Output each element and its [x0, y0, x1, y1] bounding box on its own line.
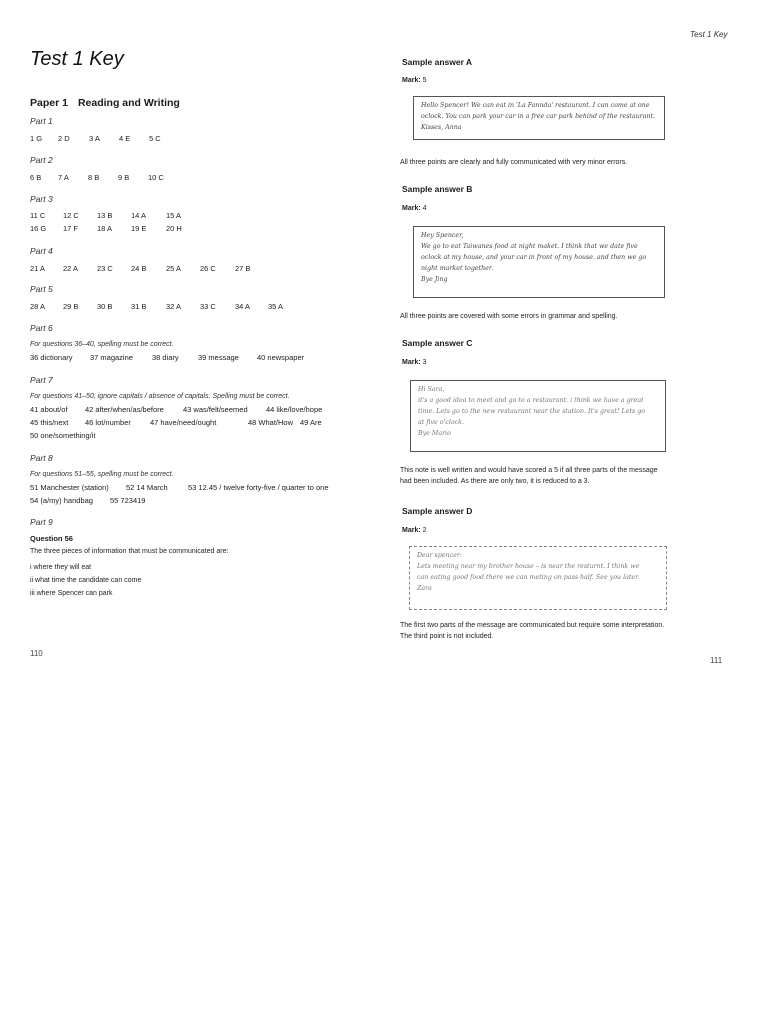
answer-item: 15 A — [166, 211, 182, 220]
answer-item: 9 B — [118, 173, 130, 182]
info-point: ii what time the candidate can come — [30, 577, 142, 584]
mark-label: Mark: — [402, 527, 421, 534]
part-1-label: Part 1 — [30, 116, 53, 126]
answer-item: 5 C — [149, 134, 161, 143]
answer-line: at five o'clock. — [418, 419, 464, 426]
answer-item: 16 G — [30, 224, 47, 233]
answer-item: 38 diary — [152, 353, 179, 362]
sample-comment — [400, 311, 618, 322]
answer-item: 37 magazine — [90, 353, 133, 362]
answer-line: night market together. — [421, 265, 494, 272]
sample-answer-box — [410, 380, 666, 452]
answer-item: 43 was/felt/seemed — [183, 405, 248, 414]
mark-label: Mark: — [402, 205, 421, 212]
mark-value: 5 — [422, 77, 427, 84]
mark — [402, 77, 427, 84]
mark-value: 2 — [422, 527, 427, 534]
answer-line: Hello Spencer! We can eat in 'La Fannda' restaurant. I can come at one — [421, 102, 650, 109]
answer-line: Hey Spencer, — [421, 232, 464, 239]
answer-line: Lets meeting near my brother house – is near the resturnt. I think we — [417, 563, 640, 570]
answer-item: 35 A — [268, 302, 284, 311]
answer-item: 4 E — [119, 134, 131, 143]
answer-item: 18 A — [97, 224, 113, 233]
answer-line: Bye Jing — [421, 276, 448, 283]
comment-line: The third point is not included. — [400, 633, 494, 640]
answer-item: 30 B — [97, 302, 113, 311]
answer-item: 11 C — [30, 211, 46, 220]
answer-item: 24 B — [131, 264, 147, 273]
part-6-label: Part 6 — [30, 323, 53, 333]
answer-item: 36 dictionary — [30, 353, 73, 362]
answer-item: 50 one/something/it — [30, 431, 96, 440]
answer-item: 6 B — [30, 173, 42, 182]
sample-heading: Sample answer A — [402, 57, 473, 67]
mark — [402, 205, 427, 212]
answer-item: 45 this/next — [30, 418, 69, 427]
answer-item: 31 B — [131, 302, 147, 311]
answer-item: 22 A — [63, 264, 79, 273]
answer-item: 20 H — [166, 224, 182, 233]
answer-item: 3 A — [89, 134, 100, 143]
answer-item: 40 newspaper — [257, 353, 305, 362]
answer-item: 29 B — [63, 302, 79, 311]
answer-item: 34 A — [235, 302, 251, 311]
comment-line: This note is well written and would have scored a 5 if all three parts of the message — [400, 467, 658, 474]
answer-item: 2 D — [58, 134, 70, 143]
answer-item: 54 (a/my) handbag — [30, 496, 93, 505]
comment-line: The first two parts of the message are communicated but require some interpretation. — [400, 622, 665, 629]
answer-item: 51 Manchester (station) — [30, 483, 109, 492]
mark-label: Mark: — [402, 359, 421, 366]
answer-item: 41 about/of — [30, 405, 68, 414]
part-6-note: For questions 36–40, spelling must be correct. — [30, 341, 174, 348]
part-3-label: Part 3 — [30, 194, 53, 204]
paper-name: Paper 1 — [30, 97, 68, 109]
answer-item: 27 B — [235, 264, 251, 273]
sample-comment — [400, 157, 627, 168]
answer-line: Dear spencer: — [417, 552, 462, 559]
sample-heading: Sample answer C — [402, 338, 473, 348]
sample-answer-box — [413, 96, 665, 140]
paper-heading — [30, 97, 180, 109]
part-8-label: Part 8 — [30, 453, 53, 463]
answer-item: 17 F — [63, 224, 79, 233]
answer-item: 46 lot/number — [85, 418, 131, 427]
answer-item: 14 A — [131, 211, 147, 220]
part-9-label: Part 9 — [30, 517, 53, 527]
answer-item: 26 C — [200, 264, 216, 273]
answer-item: 39 message — [198, 353, 239, 362]
sample-comment — [400, 620, 664, 642]
info-point: i where they will eat — [30, 564, 92, 571]
answer-item: 52 14 March — [126, 483, 168, 492]
sample-heading: Sample answer B — [402, 184, 473, 194]
answer-line: it's a good idea to meet and go to a restaurant. i think we have a great — [418, 397, 644, 404]
info-point: iii where Spencer can park — [30, 590, 113, 597]
page-number-left: 110 — [30, 649, 43, 658]
answer-line: can eating good food there we can meting on pass half. See you later. — [417, 574, 640, 581]
answer-line: Kisses, Anna — [421, 124, 462, 131]
answer-line: Hi Sara, — [418, 386, 445, 393]
mark — [402, 359, 427, 366]
question-intro: The three pieces of information that must be communicated are: — [30, 548, 229, 555]
comment-line: had been included. As there are only two, it is reduced to a 3. — [400, 478, 590, 485]
answer-item: 33 C — [200, 302, 216, 311]
answer-item: 12 C — [63, 211, 79, 220]
answer-item: 42 after/when/as/before — [85, 405, 164, 414]
answer-line: oclock. You can park your car in a free car park behind of the restaurant. — [421, 113, 656, 120]
part-4-label: Part 4 — [30, 246, 53, 256]
answer-item: 23 C — [97, 264, 113, 273]
answer-item: 7 A — [58, 173, 69, 182]
answer-line: Zara — [417, 585, 432, 592]
answer-item: 47 have/need/ought — [150, 418, 217, 427]
answer-item: 19 E — [131, 224, 147, 233]
paper-subject: Reading and Writing — [77, 97, 180, 109]
running-header: Test 1 Key — [690, 30, 728, 39]
part-5-label: Part 5 — [30, 284, 53, 294]
mark-value: 3 — [422, 359, 427, 366]
answer-item: 48 What/How — [248, 418, 294, 427]
answer-item: 28 A — [30, 302, 46, 311]
sample-heading: Sample answer D — [402, 506, 473, 516]
answer-line: time. Lets go to the new restaurant near the station. It's great! Lets go — [418, 408, 646, 415]
sample-comment — [400, 465, 658, 487]
mark-label: Mark: — [402, 77, 421, 84]
answer-item: 8 B — [88, 173, 100, 182]
part-7-note: For questions 41–50, ignore capitals / absence of capitals. Spelling must be correct. — [30, 393, 290, 400]
sample-answer-box — [409, 546, 667, 610]
comment-line: All three points are covered with some errors in grammar and spelling. — [400, 313, 618, 320]
answer-item: 44 like/love/hope — [266, 405, 323, 414]
answer-line: We go to eat Taiwanes food at night maket. I think that we date five — [421, 243, 638, 250]
part-7-label: Part 7 — [30, 375, 53, 385]
page-title: Test 1 Key — [30, 48, 124, 70]
comment-line: All three points are clearly and fully communicated with very minor errors. — [400, 159, 628, 166]
answer-item: 1 G — [30, 134, 43, 143]
sample-answer-box — [413, 226, 665, 298]
answer-item: 25 A — [166, 264, 182, 273]
answer-item: 53 12.45 / twelve forty-five / quarter to one — [188, 483, 329, 492]
answer-line: Bye Mario — [418, 430, 451, 437]
page-number-right: 111 — [710, 656, 723, 665]
answer-item: 32 A — [166, 302, 182, 311]
mark — [402, 527, 427, 534]
answer-line: oclock at my house, and your car in front of my house. and then we go — [421, 254, 647, 261]
question-heading: Question 56 — [30, 534, 73, 543]
answer-item: 21 A — [30, 264, 46, 273]
answer-item: 49 Are — [300, 418, 322, 427]
part-2-label: Part 2 — [30, 155, 53, 165]
answer-item: 13 B — [97, 211, 113, 220]
answer-item: 55 723419 — [110, 496, 146, 505]
mark-value: 4 — [422, 205, 427, 212]
part-8-note: For questions 51–55, spelling must be correct. — [30, 471, 174, 478]
answer-item: 10 C — [148, 173, 164, 182]
